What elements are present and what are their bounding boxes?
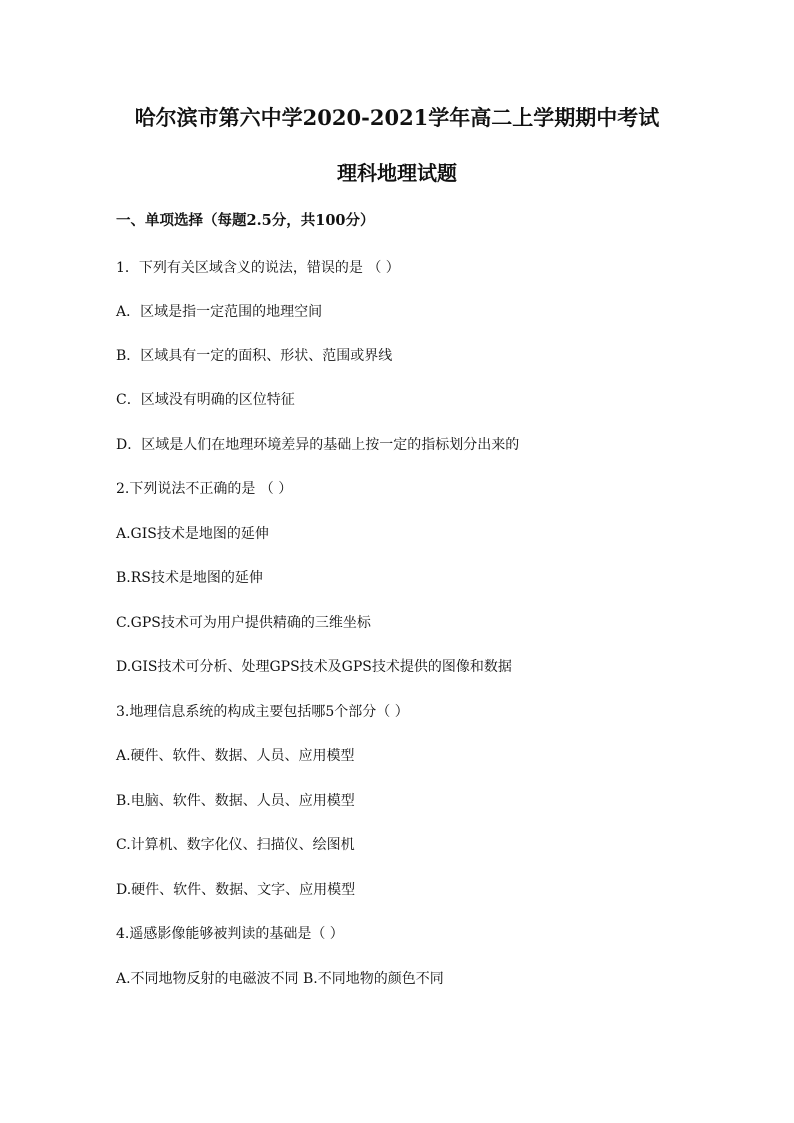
question-3-option-c: C.计算机、数字化仪、扫描仪、绘图机 bbox=[116, 837, 355, 853]
question-2: 2.下列说法不正确的是 （ ） bbox=[116, 481, 293, 497]
question-2-option-d: D.GIS技术可分析、处理GPS技术及GPS技术提供的图像和数据 bbox=[116, 659, 512, 675]
page-subtitle: 理科地理试题 bbox=[337, 161, 457, 185]
question-4: 4.遥感影像能够被判读的基础是（ ） bbox=[116, 926, 344, 942]
section-heading: 一、单项选择（每题2.5分，共100分） bbox=[116, 212, 375, 229]
question-1-option-a: A．区域是指一定范围的地理空间 bbox=[116, 304, 323, 320]
question-3: 3.地理信息系统的构成主要包括哪5个部分（ ） bbox=[116, 704, 409, 720]
question-3-option-d: D.硬件、软件、数据、文字、应用模型 bbox=[116, 882, 356, 898]
question-1: 1．下列有关区域含义的说法，错误的是 （ ） bbox=[116, 260, 400, 276]
question-3-option-b: B.电脑、软件、数据、人员、应用模型 bbox=[116, 793, 355, 809]
question-3-option-a: A.硬件、软件、数据、人员、应用模型 bbox=[116, 748, 355, 764]
question-2-option-c: C.GPS技术可为用户提供精确的三维坐标 bbox=[116, 615, 371, 631]
question-1-option-d: D．区域是人们在地理环境差异的基础上按一定的指标划分出来的 bbox=[116, 437, 520, 453]
question-1-option-b: B．区域具有一定的面积、形状、范围或界线 bbox=[116, 348, 393, 364]
question-2-option-a: A.GIS技术是地图的延伸 bbox=[116, 526, 269, 542]
question-2-option-b: B.RS技术是地图的延伸 bbox=[116, 570, 263, 586]
page-title: 哈尔滨市第六中学2020-2021学年高二上学期期中考试 bbox=[134, 105, 660, 130]
question-1-option-c: C．区域没有明确的区位特征 bbox=[116, 392, 295, 408]
question-4-options-ab: A.不同地物反射的电磁波不同 B.不同地物的颜色不同 bbox=[116, 971, 444, 987]
